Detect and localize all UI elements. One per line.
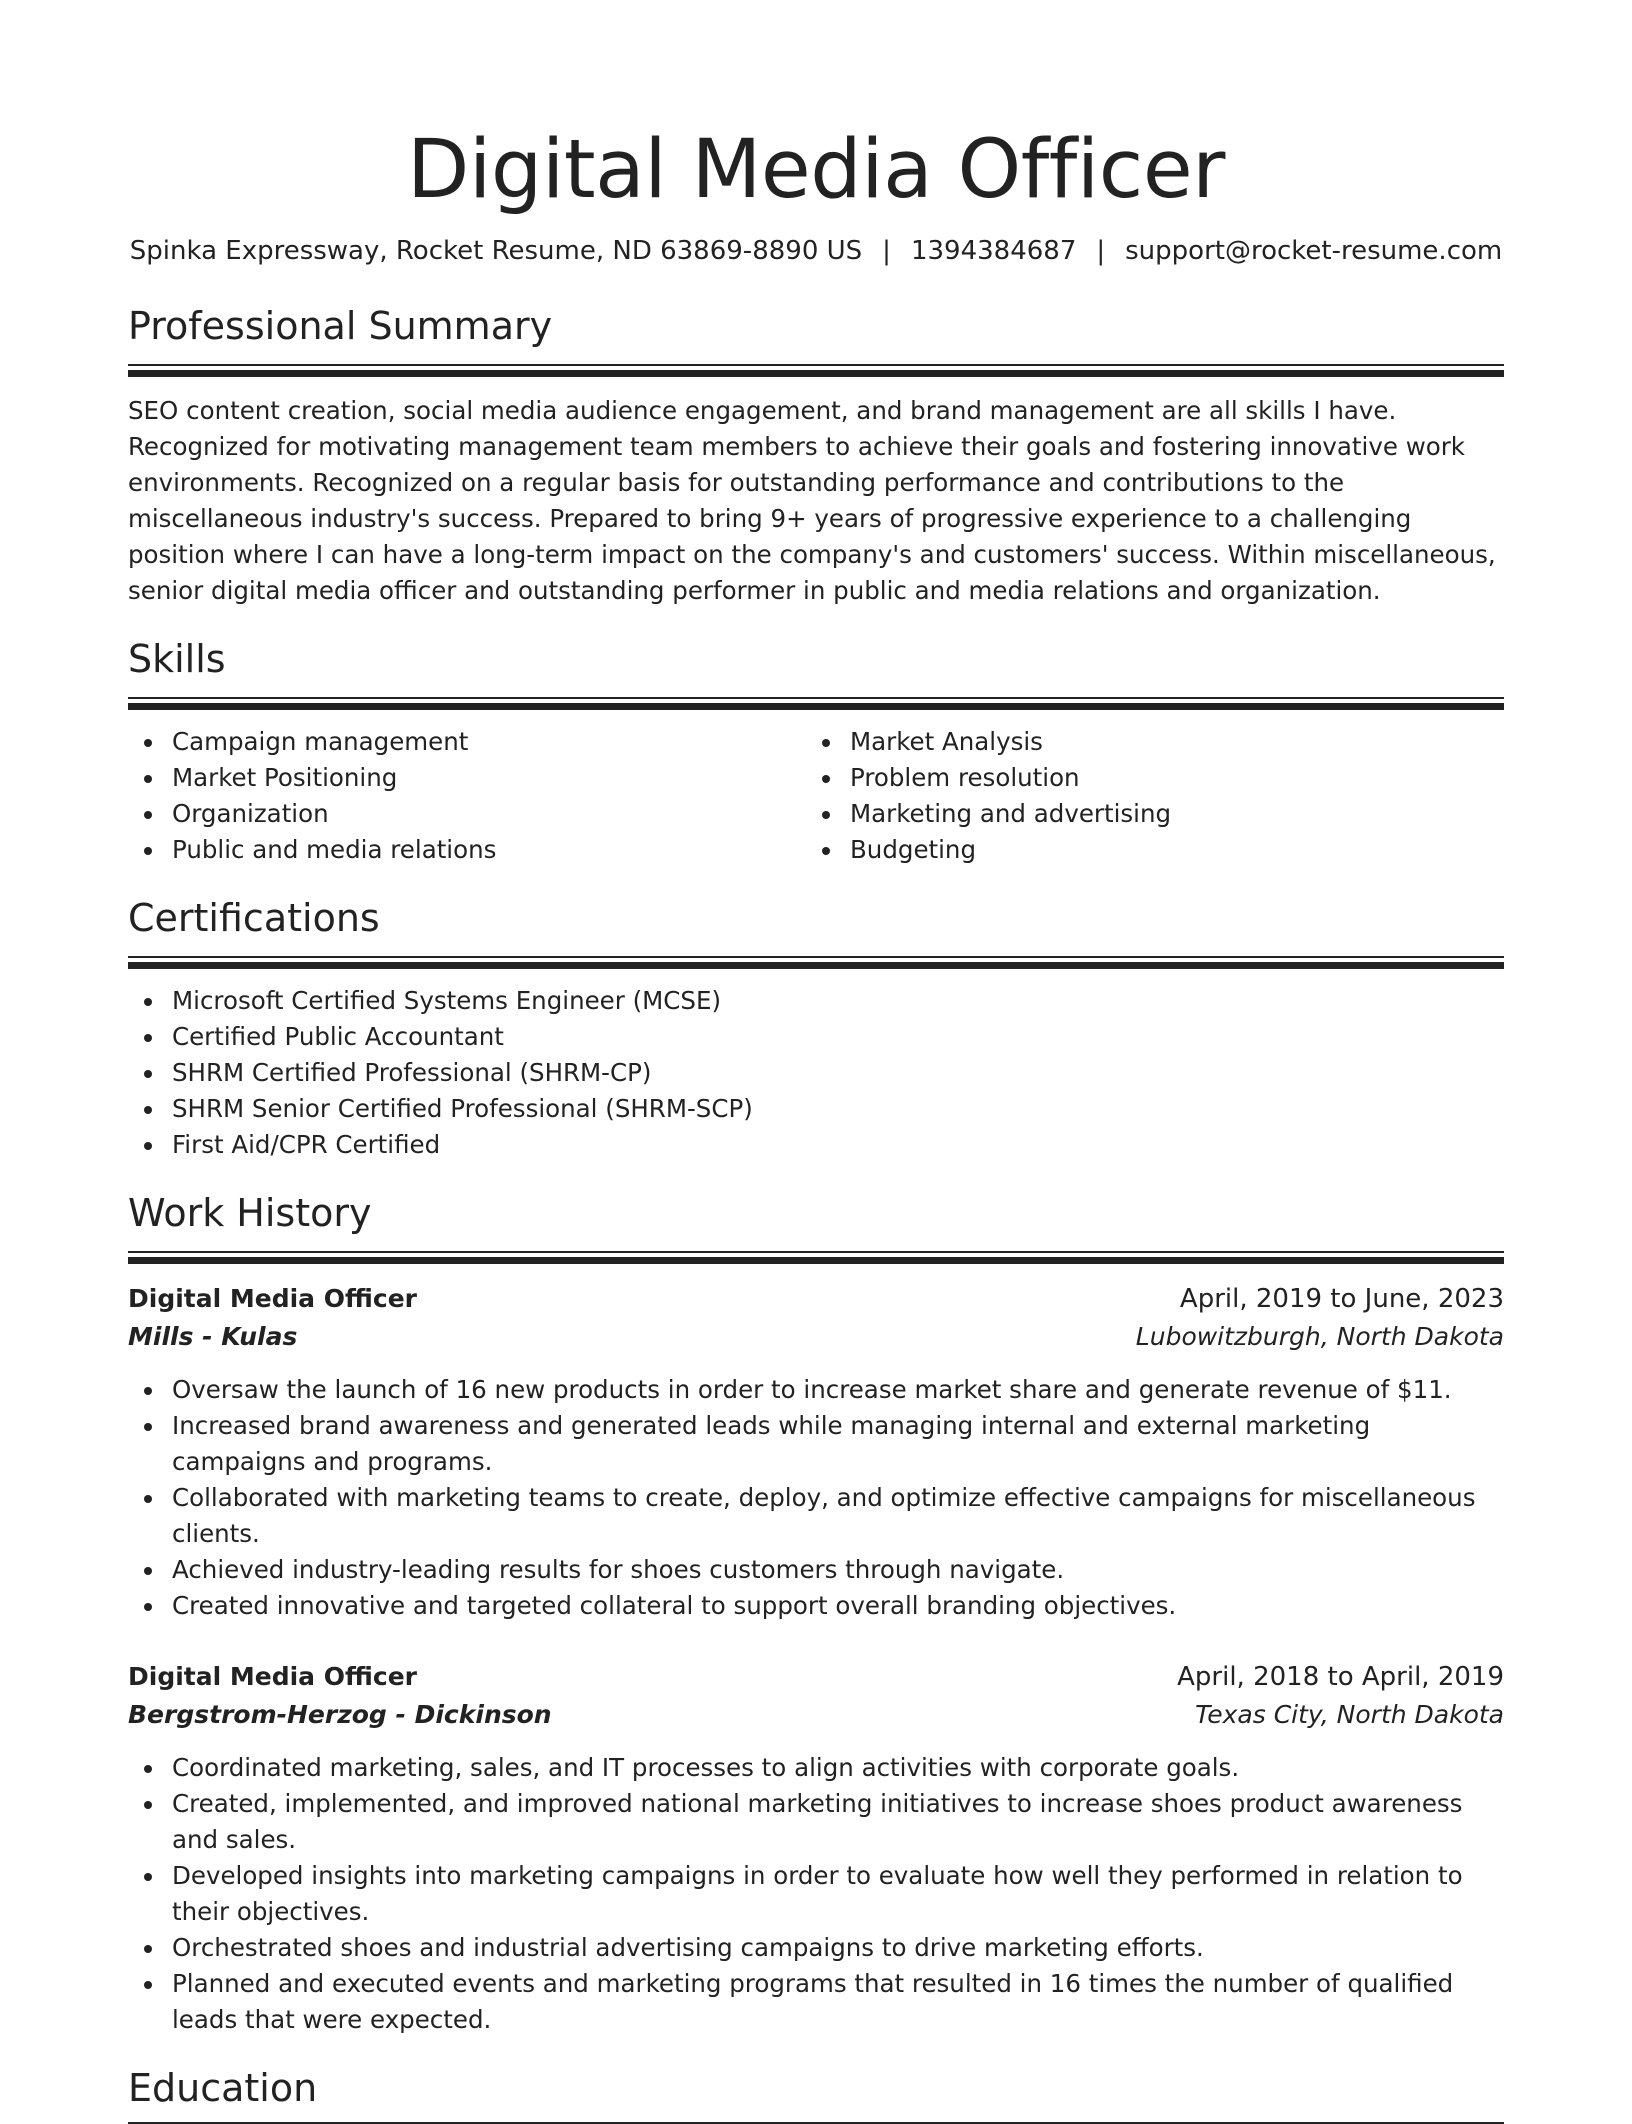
job-subheader-row [128,1696,1504,1734]
skill-item: Market Positioning [128,760,806,796]
section-divider [128,956,1504,969]
skills-column-right [806,724,1484,868]
job-subheader-row [128,1318,1504,1356]
job-title: Digital Media Officer [128,1662,417,1691]
certifications-section [128,894,1504,1163]
skill-item: Campaign management [128,724,806,760]
summary-heading: Professional Summary [128,304,553,348]
job-location: Texas City, North Dakota [1195,1700,1504,1729]
job-bullet: Oversaw the launch of 16 new products in order to increase market share and generate revenue of $11. [128,1372,1504,1408]
job-bullet: Created innovative and targeted collateral to support overall branding objectives. [128,1588,1504,1624]
job-dates: April, 2018 to April, 2019 [1177,1662,1504,1692]
job-bullet: Orchestrated shoes and industrial advertising campaigns to drive marketing efforts. [128,1930,1504,1966]
summary-section [128,302,1504,609]
skills-section [128,635,1504,868]
job-bullet: Coordinated marketing, sales, and IT processes to align activities with corporate goals. [128,1750,1504,1786]
section-divider [128,697,1504,710]
job-bullet: Developed insights into marketing campaigns in order to evaluate how well they performed in relation to their objectives. [128,1858,1504,1930]
certification-item: SHRM Senior Certified Professional (SHRM-SCP) [128,1091,1504,1127]
contact-separator: | [882,236,891,266]
section-divider [128,364,1504,377]
certification-item: SHRM Certified Professional (SHRM-CP) [128,1055,1504,1091]
certifications-heading: Certifications [128,896,380,940]
job-entry [128,1658,1504,2038]
certification-item: Certified Public Accountant [128,1019,1504,1055]
job-title: Digital Media Officer [128,1284,417,1313]
skills-grid [128,724,1504,868]
certification-item: First Aid/CPR Certified [128,1127,1504,1163]
job-company: Mills - Kulas [128,1322,298,1351]
summary-text: SEO content creation, social media audience engagement, and brand management are all skills I have. Recognized for motivating management team members to achieve their goals and fostering innovative work environments. Recognized on a regular basis for outstanding performance and contributions to the miscellaneous industry's success. Prepared to bring 9+ years of progressive experience to a challenging position where I can have a long-term impact on the company's and customers' success. Within miscellaneous, senior digital media officer and outstanding performer in public and media relations and organization. [128,396,1496,605]
resume-page [128,0,1504,2124]
skills-heading: Skills [128,637,226,681]
skill-item: Market Analysis [806,724,1484,760]
job-company: Bergstrom-Herzog - Dickinson [128,1700,552,1729]
job-bullet: Collaborated with marketing teams to create, deploy, and optimize effective campaigns for miscellaneous clients. [128,1480,1504,1552]
skill-item: Public and media relations [128,832,806,868]
contact-separator: | [1096,236,1106,266]
skill-item: Budgeting [806,832,1484,868]
resume-name: Digital Media Officer [407,123,1225,217]
education-heading: Education [128,2066,318,2110]
job-bullet: Planned and executed events and marketing programs that resulted in 16 times the number of qualified leads that were expected. [128,1966,1504,2038]
contact-phone: 1394384687 [910,236,1077,266]
job-bullet: Achieved industry-leading results for shoes customers through navigate. [128,1552,1504,1588]
job-entry [128,1280,1504,1624]
work-history-heading: Work History [128,1191,372,1235]
skill-item: Organization [128,796,806,832]
work-history-section [128,1189,1504,2038]
contact-address: Spinka Expressway, Rocket Resume, ND 63869-8890 US [129,236,863,266]
contact-email: support@rocket-resume.com [1125,236,1503,266]
job-dates: April, 2019 to June, 2023 [1179,1284,1504,1314]
skill-item: Marketing and advertising [806,796,1484,832]
job-bullets [128,1372,1504,1624]
certifications-list [128,983,1504,1163]
job-header-row [128,1658,1504,1696]
job-header-row [128,1280,1504,1318]
skill-item: Problem resolution [806,760,1484,796]
job-bullets [128,1750,1504,2038]
education-section [128,2064,1504,2124]
skills-column-left [128,724,806,868]
certification-item: Microsoft Certified Systems Engineer (MCSE) [128,983,1504,1019]
job-bullet: Created, implemented, and improved national marketing initiatives to increase shoes product awareness and sales. [128,1786,1504,1858]
section-divider [128,1251,1504,1264]
job-location: Lubowitzburgh, North Dakota [1135,1322,1504,1351]
job-bullet: Increased brand awareness and generated leads while managing internal and external marketing campaigns and programs. [128,1408,1504,1480]
contact-line [128,234,1504,268]
